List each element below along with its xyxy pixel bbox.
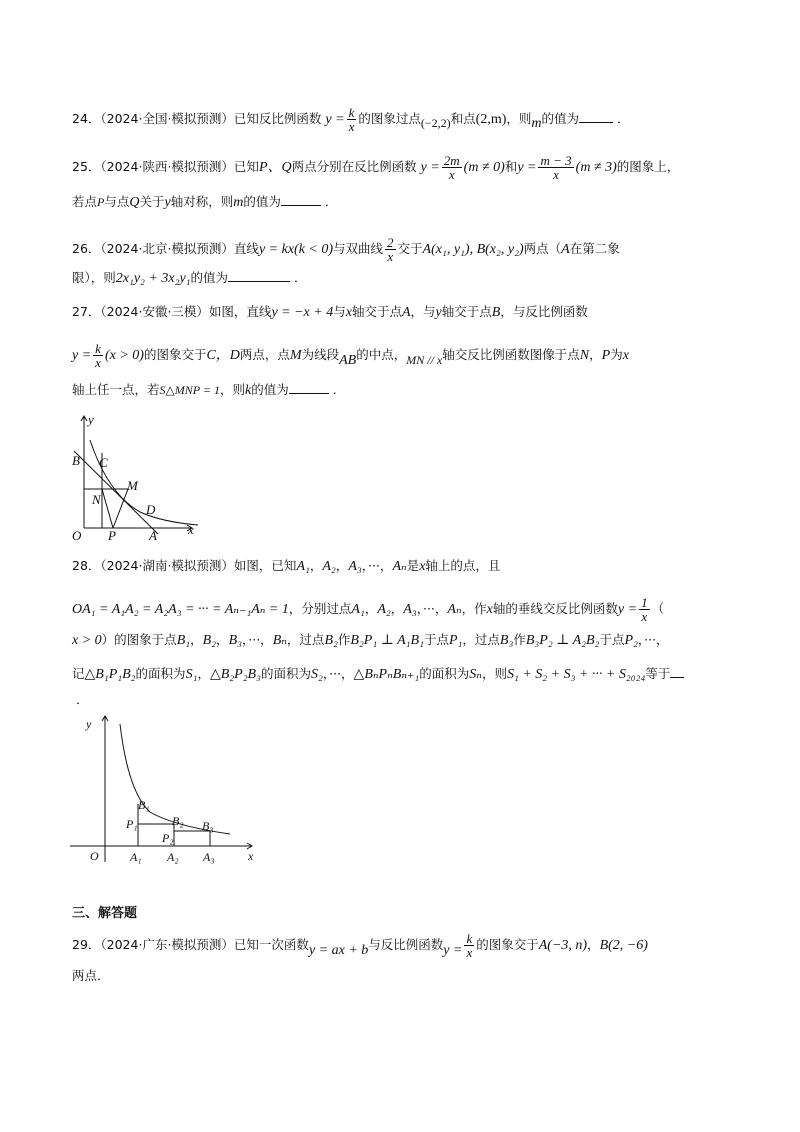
label-o: O (90, 849, 99, 863)
question-29-line1: 29．（2024·广东·模拟预测）已知一次函数y = ax + b与反比例函数y = $\frac{k}{x}$ 的图象交于A(−3, n)，B(2, −6) (72, 931, 648, 960)
label-x: x (188, 522, 194, 537)
fraction-k-over-x: $\frac{k}{x}$ (348, 105, 355, 134)
question-27-line1: 27．（2024·安徽·三模）如图，直线y = −x + 4与x轴交于点A，与y轴交于点B，与反比例函数 (72, 304, 588, 320)
segment-np (102, 489, 113, 528)
fraction-2m-over-x: $\frac{2m}{x}$ (443, 153, 460, 182)
label-b2: B₂ (172, 814, 184, 828)
section-title: 三、解答题 (72, 906, 138, 921)
question-27-line3: 轴上任一点，若S△MNP = 1，则k的值为 ． (72, 382, 346, 398)
label-c: C (99, 455, 108, 470)
label-o: O (72, 528, 82, 543)
question-27-line2: y = $\frac{k}{x}$ (x > 0)的图象交于C，D两点，点M为线段AB的中点，MN // x轴交反比例函数图像于点N，P为x (72, 341, 629, 370)
question-25-line1: 25．（2024·陕西·模拟预测）已知P、Q两点分别在反比例函数 y = $\frac{2m}{x}$ (m ≠ 0)和y = $\frac{m - 3}{x}$ (m ≠ 3)的图象上， (72, 153, 680, 182)
fraction-1-over-x: $\frac{1}{x}$ (641, 595, 648, 624)
question-28-line4: 记△B₁P₁B₂的面积为S₁，△B₂P₂B₃的面积为S₂，···，△BₙPₙBₙ₊₁的面积为Sₙ，则S₁ + S₂ + S₃ + ··· + S₂₀₂₄等于 (72, 664, 684, 685)
fraction-k-over-x: $\frac{k}{x}$ (95, 341, 101, 370)
figure-27 (70, 410, 210, 545)
label-n: N (92, 492, 101, 507)
fraction-2-over-x: $\frac{2}{x}$ (387, 235, 394, 264)
label-x: x (248, 849, 254, 863)
label-b: B (72, 453, 80, 468)
question-28-end: ． (76, 692, 89, 707)
question-26-line1: 26．（2024·北京·模拟预测）直线y = kx(k < 0)与双曲线 $\frac{2}{x}$ 交于A(x₁, y₁), B(x₂, y₂)两点（A在第二象 (72, 235, 620, 264)
label-a1: A₁ (130, 850, 142, 864)
question-28-line1: 28．（2024·湖南·模拟预测）如图，已知A₁，A₂，A₃，···，Aₙ是x轴上的点，且 (72, 558, 501, 574)
question-24: 24．（2024·全国·模拟预测）已知反比例函数 y = $\frac{k}{x}$ 的图象过点(−2,2)和点(2,m)，则m的值为 ． (72, 105, 630, 134)
label-y: y (86, 717, 92, 731)
label-a3: A₃ (203, 850, 215, 864)
fraction-m3-over-x: $\frac{m - 3}{x}$ (540, 153, 572, 182)
label-p1: P₁ (126, 817, 138, 831)
label-m: M (127, 478, 138, 493)
label-y: y (88, 412, 94, 427)
question-29-line2: 两点． (72, 968, 110, 983)
label-p: P (108, 528, 116, 543)
answer-blank[interactable] (281, 193, 321, 206)
question-25-line2: 若点P与点Q关于y轴对称，则m的值为 ． (72, 194, 338, 210)
fraction-k-over-x: $\frac{k}{x}$ (466, 931, 473, 960)
label-a2: A₂ (167, 850, 179, 864)
question-26-line2: 限），则2x₁y₂ + 3x₂y₁的值为 ． (72, 270, 307, 286)
segment-mp (113, 489, 128, 528)
answer-blank[interactable] (579, 110, 613, 123)
answer-blank[interactable] (670, 665, 684, 678)
label-b3: B₃ (202, 819, 214, 833)
label-b1: B₁ (138, 798, 150, 812)
question-28-line3: x > 0）的图象于点B₁，B₂，B₃，···，Bₙ，过点B₂作B₂P₁ ⊥ A₁B₁于点P₁，过点B₃作B₃P₂ ⊥ A₂B₂于点P₂，···， (72, 632, 669, 648)
label-a: A (149, 528, 157, 543)
figure-28 (70, 712, 270, 872)
answer-blank[interactable] (289, 381, 329, 394)
label-d: D (146, 502, 156, 517)
label-p2: P₂ (162, 831, 174, 845)
question-28-line2: OA₁ = A₁A₂ = A₂A₃ = ··· = Aₙ₋₁Aₙ = 1，分别过点A₁，A₂，A₃，···，Aₙ，作x轴的垂线交反比例函数y = $\frac{1}{x}$ （ (72, 595, 665, 624)
answer-blank[interactable] (228, 269, 290, 282)
